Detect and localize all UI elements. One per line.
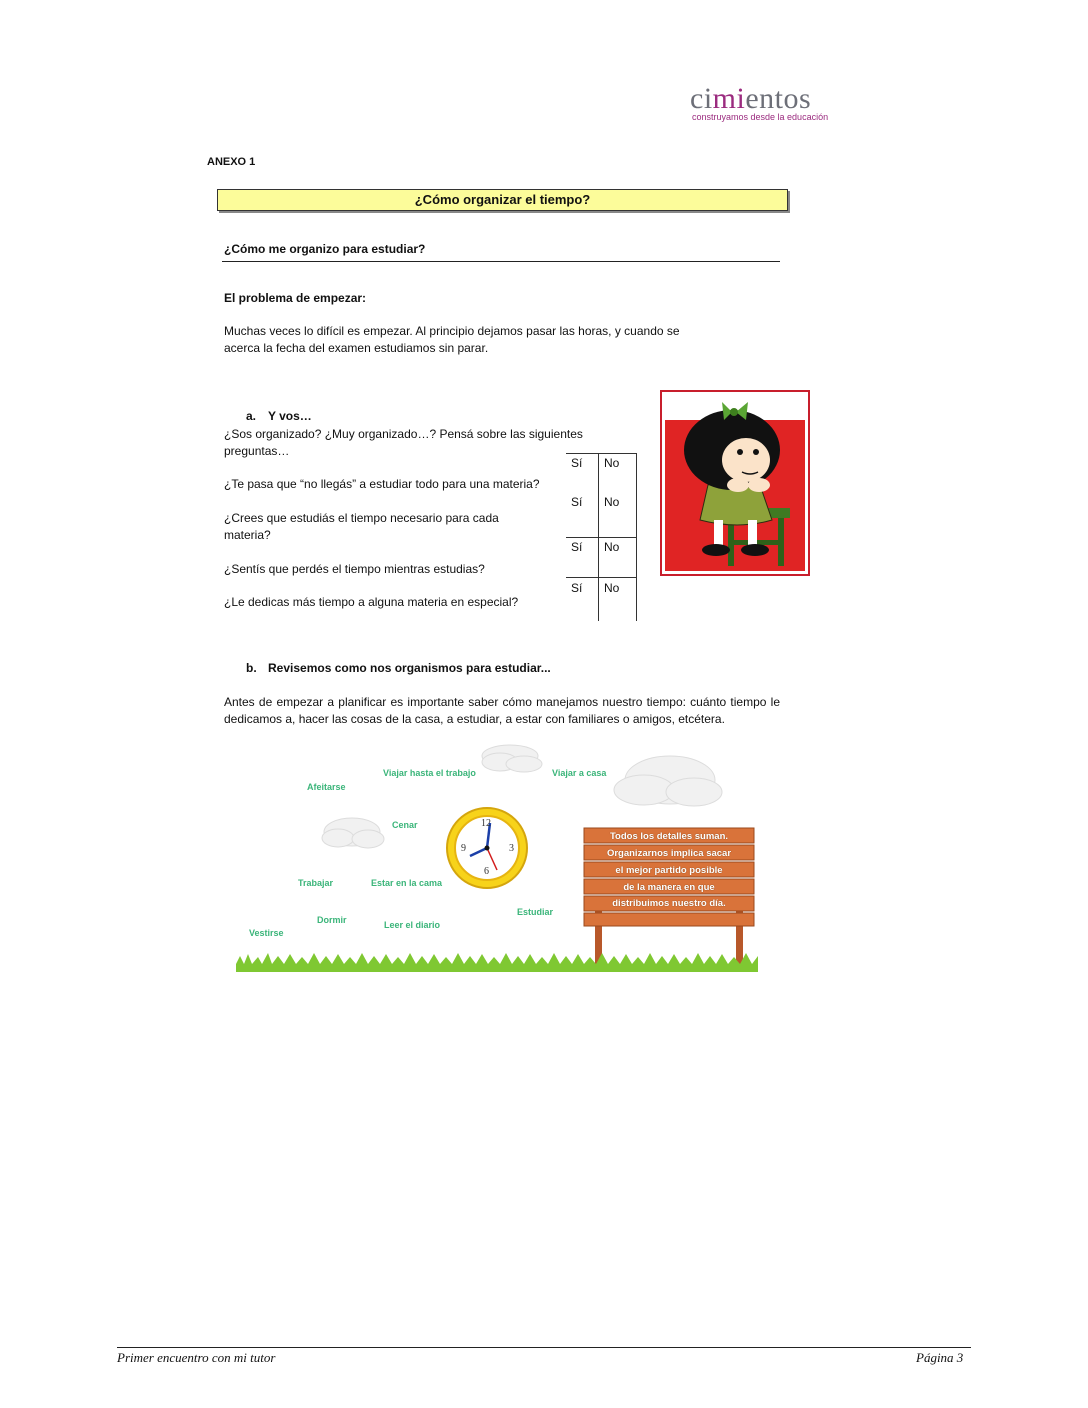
activity-label: Estudiar [517, 907, 554, 917]
activity-label: Cenar [392, 820, 418, 830]
problem-heading: El problema de empezar: [224, 291, 367, 305]
activity-label: Trabajar [298, 878, 334, 888]
answer-grid-line [566, 577, 636, 578]
questions-intro [224, 426, 604, 460]
footer-title: Primer encuentro con mi tutor [117, 1350, 276, 1365]
section-a-title: Y vos… [268, 409, 312, 423]
yes-option[interactable]: Sí [571, 495, 583, 509]
problem-text [224, 323, 724, 357]
problem-text-line: Muchas veces lo difícil es empezar. Al principio dejamos pasar las horas, y cuando se [224, 324, 680, 338]
questions-intro-line: preguntas… [224, 444, 290, 458]
answer-grid-line [636, 453, 637, 621]
activity-label: Leer el diario [384, 920, 441, 930]
answer-grid-line [566, 453, 636, 454]
question-item-continued: materia? [224, 528, 271, 542]
questions-intro-line: ¿Sos organizado? ¿Muy organizado…? Pensá sobre las siguientes [224, 427, 583, 441]
no-option[interactable]: No [604, 495, 620, 509]
mafalda-illustration [660, 390, 810, 576]
clock-numeral: 9 [461, 843, 466, 854]
no-option[interactable]: No [604, 540, 620, 554]
question-item: ¿Le dedicas más tiempo a alguna materia en especial? [224, 595, 519, 609]
activity-label: Dormir [317, 915, 347, 925]
sign-text-line: Organizarnos implica sacar [606, 848, 732, 859]
yes-option[interactable]: Sí [571, 540, 583, 554]
question-item: ¿Te pasa que “no llegás” a estudiar todo para una materia? [224, 477, 540, 491]
logo-part-highlight: mi [712, 82, 746, 115]
section-b-heading [246, 661, 551, 675]
logo-tagline: construyamos desde la educación [692, 112, 829, 122]
problem-text-line: acerca la fecha del examen estudiamos sin parar. [224, 341, 489, 355]
sign-text-line: distribuimos nuestro día. [612, 898, 726, 909]
sign-text-line: de la manera en que [623, 882, 715, 893]
activity-label: Viajar a casa [552, 768, 607, 778]
logo-part: ci [690, 82, 713, 115]
question-item: ¿Crees que estudiás el tiempo necesario para cada [224, 511, 499, 525]
no-option[interactable]: No [604, 581, 620, 595]
clock-numeral: 6 [484, 866, 489, 877]
section-a-heading [246, 409, 312, 423]
activity-label: Viajar hasta el trabajo [383, 768, 476, 778]
anexo-label: ANEXO 1 [207, 156, 256, 168]
sign-text-line: el mejor partido posible [615, 865, 723, 876]
activity-label: Estar en la cama [371, 878, 443, 888]
activity-label: Afeitarse [307, 782, 346, 792]
clock-numeral: 12 [481, 818, 491, 829]
section-b-text: Antes de empezar a planificar es importante saber cómo manejamos nuestro tiempo: cuánto tiempo le dedicamos a, hacer las cosas de la casa, a estudiar, a estar con familiares o amigos, etcétera. [224, 695, 780, 726]
section-a-letter: a. [246, 409, 257, 423]
section-b-letter: b. [246, 661, 257, 675]
yes-option[interactable]: Sí [571, 456, 583, 470]
time-infographic [232, 740, 762, 976]
yes-option[interactable]: Sí [571, 581, 583, 595]
clock-numeral: 3 [509, 843, 514, 854]
sign-text-line: Todos los detalles suman. [609, 831, 729, 842]
cimientos-logo [690, 82, 811, 116]
section-heading: ¿Cómo me organizo para estudiar? [224, 242, 426, 256]
no-option[interactable]: No [604, 456, 620, 470]
footer-divider [117, 1347, 971, 1348]
activity-label: Vestirse [249, 928, 284, 938]
section-b-title: Revisemos como nos organismos para estudiar... [268, 661, 551, 675]
question-item: ¿Sentís que perdés el tiempo mientras estudias? [224, 562, 485, 576]
page-number: Página 3 [916, 1350, 964, 1365]
page-title: ¿Cómo organizar el tiempo? [217, 189, 788, 211]
logo-part: entos [745, 82, 812, 115]
answer-grid-line [566, 537, 636, 538]
divider [222, 261, 780, 262]
